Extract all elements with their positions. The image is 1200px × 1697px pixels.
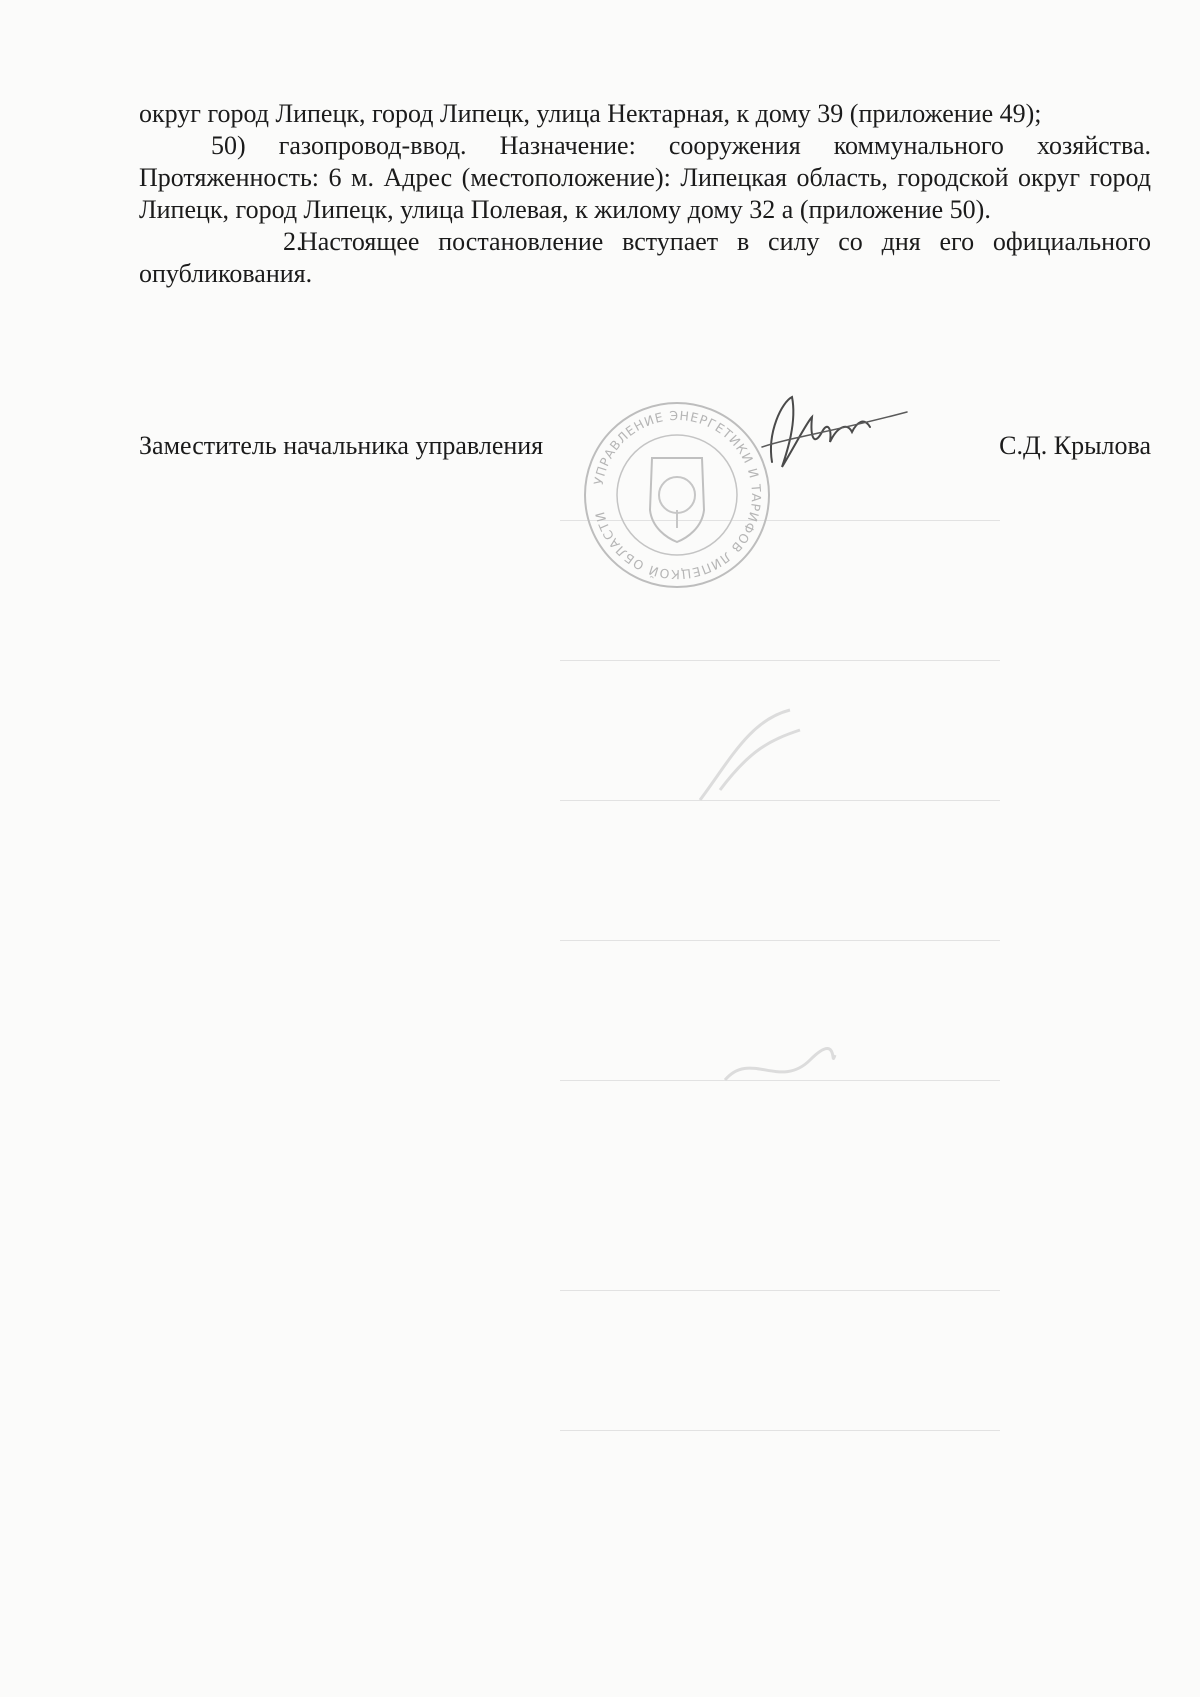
handwritten-signature [752,392,912,482]
signature-block [139,430,1151,470]
paragraph-address-continuation: округ город Липецк, город Липецк, улица Нектарная, к дому 39 (приложение 49); [139,99,1042,128]
signatory-role: Заместитель начальника управления [139,431,544,460]
paragraph-item-50: 50) газопровод-ввод. Назначение: сооружения коммунального хозяйства. Протяженность: 6 м. Адрес (местоположение): Липецкая область, городской округ город Липецк, город Липецк, улица Полевая, к жилому дому 32 а (приложение 50). [139,131,1151,224]
signatory-name: С.Д. Крылова [999,431,1151,460]
official-seal [582,400,772,590]
paragraph-number: 2. [283,227,303,256]
seal-text: УПРАВЛЕНИЕ ЭНЕРГЕТИКИ И ТАРИФОВ ЛИПЕЦКОЙ ОБЛАСТИ [590,407,765,583]
bleed-signature-mark [690,700,810,810]
bleed-signature-mark-2 [720,1040,840,1100]
paragraph-item-2 [139,226,1151,290]
document-body [139,98,1151,290]
paragraph-item-2-text: Настоящее постановление вступает в силу со дня его официального опубликования. [139,227,1151,288]
